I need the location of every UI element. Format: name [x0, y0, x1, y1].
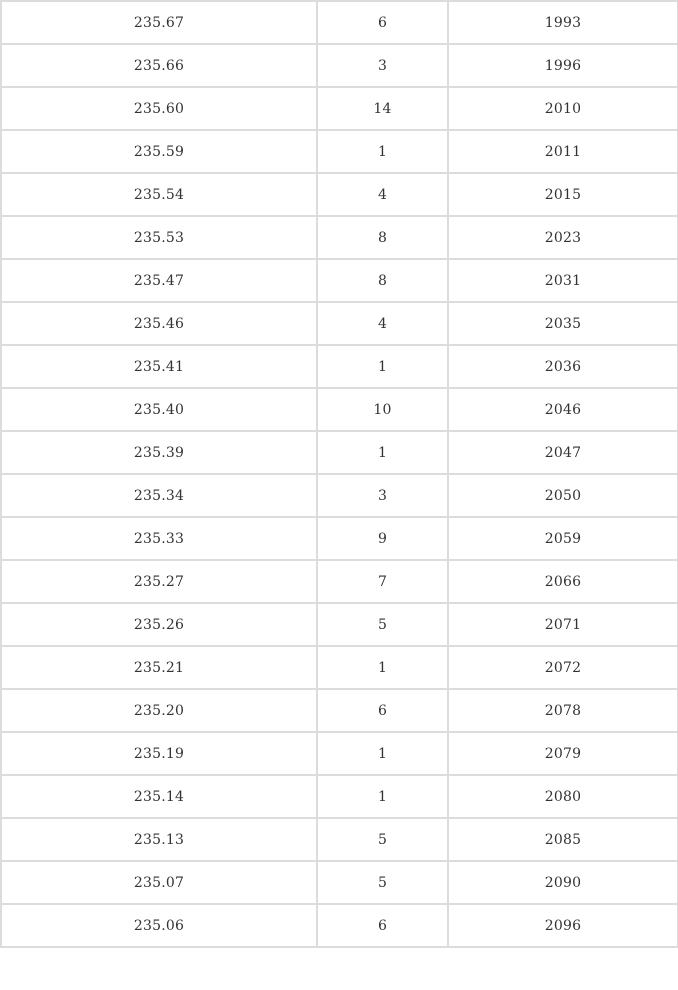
score-cell: 235.34: [1, 474, 317, 517]
count-cell: 3: [317, 474, 448, 517]
table-row: [1, 173, 678, 216]
count-cell: 4: [317, 302, 448, 345]
count-cell: 6: [317, 1, 448, 44]
score-cell: 235.20: [1, 689, 317, 732]
cumulative-rank-cell: 2072: [448, 646, 678, 689]
table-row: [1, 345, 678, 388]
score-cell: 235.60: [1, 87, 317, 130]
cumulative-rank-cell: 2047: [448, 431, 678, 474]
cumulative-rank-cell: 2071: [448, 603, 678, 646]
table-row: [1, 517, 678, 560]
cumulative-rank-cell: 2015: [448, 173, 678, 216]
count-cell: 10: [317, 388, 448, 431]
score-cell: 235.54: [1, 173, 317, 216]
cumulative-rank-cell: 2010: [448, 87, 678, 130]
score-cell: 235.53: [1, 216, 317, 259]
count-cell: 5: [317, 603, 448, 646]
score-cell: 235.67: [1, 1, 317, 44]
count-cell: 1: [317, 130, 448, 173]
cumulative-rank-cell: 2066: [448, 560, 678, 603]
cumulative-rank-cell: 2078: [448, 689, 678, 732]
score-cell: 235.13: [1, 818, 317, 861]
cumulative-rank-cell: 2036: [448, 345, 678, 388]
cumulative-rank-cell: 2035: [448, 302, 678, 345]
cumulative-rank-cell: 1993: [448, 1, 678, 44]
table-row: [1, 87, 678, 130]
count-cell: 6: [317, 904, 448, 947]
score-cell: 235.21: [1, 646, 317, 689]
count-cell: 8: [317, 216, 448, 259]
cumulative-rank-cell: 2096: [448, 904, 678, 947]
count-cell: 5: [317, 818, 448, 861]
count-cell: 5: [317, 861, 448, 904]
count-cell: 9: [317, 517, 448, 560]
table-row: [1, 302, 678, 345]
count-cell: 1: [317, 646, 448, 689]
score-table-body: [1, 1, 678, 947]
score-cell: 235.59: [1, 130, 317, 173]
cumulative-rank-cell: 2059: [448, 517, 678, 560]
table-row: [1, 904, 678, 947]
count-cell: 8: [317, 259, 448, 302]
count-cell: 4: [317, 173, 448, 216]
count-cell: 6: [317, 689, 448, 732]
count-cell: 7: [317, 560, 448, 603]
table-row: [1, 732, 678, 775]
score-cell: 235.26: [1, 603, 317, 646]
score-cell: 235.19: [1, 732, 317, 775]
cumulative-rank-cell: 2023: [448, 216, 678, 259]
score-cell: 235.41: [1, 345, 317, 388]
cumulative-rank-cell: 2080: [448, 775, 678, 818]
cumulative-rank-cell: 2085: [448, 818, 678, 861]
count-cell: 1: [317, 431, 448, 474]
table-row: [1, 560, 678, 603]
table-row: [1, 603, 678, 646]
table-row: [1, 775, 678, 818]
count-cell: 1: [317, 775, 448, 818]
score-cell: 235.66: [1, 44, 317, 87]
count-cell: 14: [317, 87, 448, 130]
score-cell: 235.14: [1, 775, 317, 818]
table-row: [1, 259, 678, 302]
count-cell: 1: [317, 732, 448, 775]
cumulative-rank-cell: 2031: [448, 259, 678, 302]
table-row: [1, 818, 678, 861]
score-cell: 235.06: [1, 904, 317, 947]
count-cell: 3: [317, 44, 448, 87]
cumulative-rank-cell: 2079: [448, 732, 678, 775]
score-cell: 235.40: [1, 388, 317, 431]
score-cell: 235.07: [1, 861, 317, 904]
cumulative-rank-cell: 2011: [448, 130, 678, 173]
table-row: [1, 216, 678, 259]
score-cell: 235.39: [1, 431, 317, 474]
table-row: [1, 1, 678, 44]
table-row: [1, 474, 678, 517]
count-cell: 1: [317, 345, 448, 388]
table-row: [1, 646, 678, 689]
table-row: [1, 130, 678, 173]
table-row: [1, 44, 678, 87]
table-row: [1, 431, 678, 474]
table-row: [1, 689, 678, 732]
table-row: [1, 861, 678, 904]
cumulative-rank-cell: 2090: [448, 861, 678, 904]
cumulative-rank-cell: 1996: [448, 44, 678, 87]
table-row: [1, 388, 678, 431]
score-cell: 235.46: [1, 302, 317, 345]
score-cell: 235.47: [1, 259, 317, 302]
score-cell: 235.33: [1, 517, 317, 560]
score-cell: 235.27: [1, 560, 317, 603]
cumulative-rank-cell: 2050: [448, 474, 678, 517]
cumulative-rank-cell: 2046: [448, 388, 678, 431]
